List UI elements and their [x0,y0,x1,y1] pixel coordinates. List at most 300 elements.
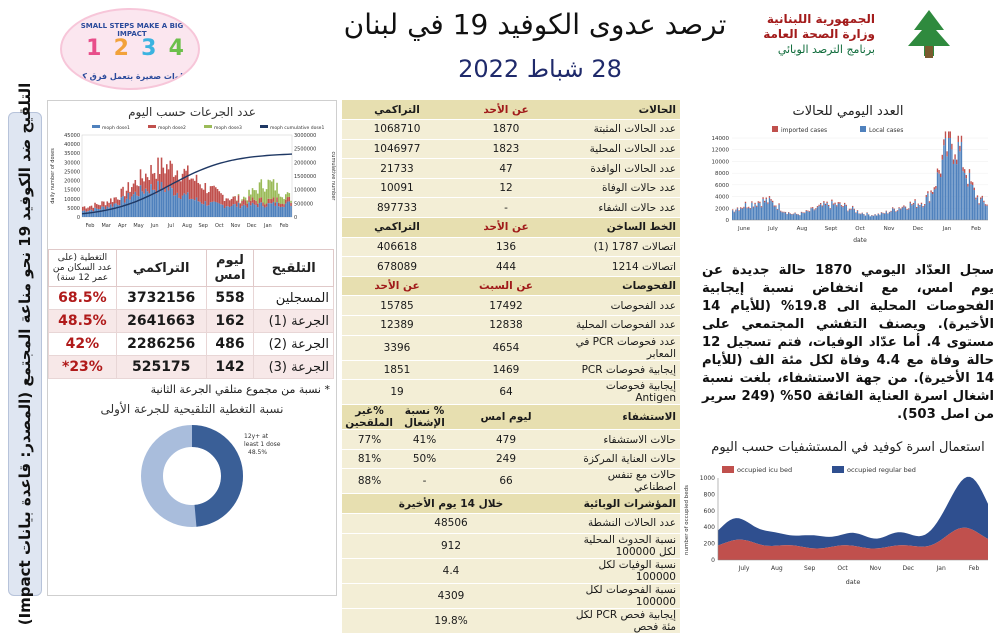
dose-bar [129,200,131,217]
dose-bar [140,169,142,185]
imported-bar [969,169,970,173]
dose-bar [173,196,175,217]
dose-bar [245,206,247,217]
imported-bar [884,213,885,214]
case-bar [796,214,797,220]
dose-bar [215,187,217,202]
section-header-label: المؤشرات الوبائية [560,494,680,514]
case-bar [742,209,743,220]
case-bar [830,209,831,220]
case-bar [930,193,931,220]
dose-bar [236,201,238,207]
dose-bar [271,182,273,200]
stat-value: 4.4 [342,558,560,583]
dose-bar [96,209,98,217]
case-bar [890,212,891,220]
imported-bar [847,211,848,212]
imported-bar [924,204,925,205]
header-coverage: التغطية (على عدد السكان من عمر 12 سنة) [49,250,117,287]
dose-bar [191,199,193,217]
imported-bar [849,209,850,210]
dose-bar [115,197,117,203]
stat-label: حالات الاستشفاء [560,430,680,450]
dose-bar [205,183,207,201]
dose-bar [93,208,95,211]
case-bar [751,203,752,220]
dose-bar [275,206,277,217]
case-bar [849,210,850,220]
dose-bar [269,180,271,199]
row-cumulative: 525175 [116,356,206,379]
case-bar [846,206,847,220]
case-bar [974,190,975,220]
dose-bar [255,190,257,201]
imported-bar [804,213,805,214]
dose-bar [168,169,170,190]
table-footnote: * نسبة من مجموع متلقي الجرعة الثانية [48,383,330,396]
dose-bar [219,191,221,203]
y-tick-label: 15000 [64,188,80,194]
legend-label: moph cumulative dose1 [270,125,324,131]
case-bar [834,204,835,220]
imported-bar [753,207,754,208]
y-tick-label: 200 [704,541,716,548]
header-yesterday: ليوم امس [206,250,254,287]
case-bar [858,214,859,220]
stat-label: نسبة الحدوث المحلية لكل 100000 [560,533,680,558]
dose-bar [163,188,165,217]
case-bar [918,205,919,220]
imported-bar [783,212,784,213]
imported-bar [818,205,819,206]
imported-bar [967,184,968,187]
x-tick-label: Aug [182,223,192,229]
y-tick-label: 0 [77,215,80,221]
stat-value: 15785 [342,296,452,316]
table-row [342,139,680,159]
case-bar [780,211,781,220]
dose-bar [266,207,268,217]
stat-value: 66 [452,469,560,494]
ministry-name [755,12,875,57]
y-tick-label: 4000 [715,195,729,201]
row-cumulative: 3732156 [116,287,206,310]
case-bar [806,211,807,220]
dose-bar [280,197,282,204]
dose-bar [86,208,88,211]
imported-bar [833,204,834,205]
case-bar [953,164,954,220]
dose-bar [273,179,275,197]
imported-bar [911,204,912,205]
case-bar [743,208,744,220]
dose-bar [133,194,135,217]
dose-bar [264,204,266,207]
case-bar [865,216,866,220]
legend-label: moph dose2 [158,125,186,131]
imported-bar [817,206,818,207]
campaign-number-4: 4 [169,36,184,61]
dose-bar [203,204,205,217]
case-bar [929,203,930,220]
case-bar [919,206,920,220]
x-tick-label: Mar [101,223,111,229]
section-header-row [342,494,680,514]
dose-bar [128,182,130,193]
dose-bar [275,190,277,202]
dose-bar [273,202,275,217]
y-tick-label: 8000 [715,171,729,177]
dose-bar [100,205,102,209]
imported-bar [882,213,883,214]
donut-label: least 1 dose [244,441,281,448]
imported-bar [983,201,984,202]
campaign-slogan: SMALL STEPS MAKE A BIG IMPACT [70,22,194,38]
dose-bar [147,191,149,217]
row-coverage: 23%* [49,356,117,379]
x-tick-label: Feb [969,565,980,572]
dose-bar [248,190,250,196]
dose-bar [247,208,249,217]
x-tick-label: July [767,226,779,232]
imported-bar [828,205,829,206]
imported-bar [900,209,901,210]
case-bar [786,215,787,220]
x-tick-label: Aug [771,565,783,572]
y-tick-label: 6000 [715,183,729,189]
imported-bar [854,209,855,210]
table-row [342,583,680,608]
case-bar [818,206,819,220]
case-bar [948,138,949,220]
dose-bar [227,198,229,206]
dose-bar [170,186,172,217]
dose-bar [234,196,236,204]
case-bar [769,198,770,220]
imported-bar [785,212,786,213]
imported-bar [894,209,895,210]
dose-bar [196,175,198,198]
stat-value: 912 [342,533,560,558]
imported-bar [866,212,867,213]
case-bar [826,203,827,220]
dose-bar [87,211,89,217]
stat-value: 17492 [452,296,560,316]
case-bar [817,207,818,220]
imported-bar [892,207,893,208]
case-bar [793,214,794,220]
imported-bar [812,207,813,208]
stat-value: 249 [452,449,560,469]
imported-bar [807,211,808,212]
dose-bar [129,192,131,200]
imported-bar [913,203,914,204]
case-bar [887,214,888,220]
case-bar [801,212,802,220]
dose-bar [126,199,128,217]
header-vaccination: التلقيح [254,250,334,287]
case-bar [841,206,842,220]
dose-bar [131,187,133,196]
donut-label: 12y+ at [244,433,269,440]
dose-bar [103,207,105,217]
x-tick-label: Oct [215,223,224,229]
imported-bar [767,202,768,203]
dose-bar [108,203,110,208]
case-bar [924,205,925,220]
y-tick-label: 2500000 [294,147,316,153]
table-row [342,178,680,198]
dose-bar [264,208,266,217]
stat-value: 1870 [452,120,560,140]
dose-bar [154,173,156,190]
dose-bar [245,198,247,201]
dose-bar [245,201,247,206]
dose-bar [229,200,231,207]
y-tick-label: 20000 [64,179,80,185]
dose-bar [217,203,219,217]
imported-bar [841,205,842,206]
legend-swatch [722,466,734,473]
dose-bar [222,205,224,217]
imported-bar [766,198,767,200]
dose-bar [175,175,177,195]
legend-label: moph dose1 [102,125,130,131]
section-header-col: ليوم امس [452,405,560,430]
campaign-number-3: 3 [141,36,156,61]
row-cumulative: 2641663 [116,310,206,333]
imported-bar [942,155,943,160]
case-bar [778,205,779,220]
dose-bar [219,203,221,217]
campaign-logo [60,8,200,90]
case-bar [927,193,928,220]
dose-bar [164,173,166,192]
row-label: المسجلين [254,287,334,310]
dose-bar [119,200,121,205]
y-tick-label: 1500000 [294,174,316,180]
dose-bar [210,202,212,217]
dose-bar [227,206,229,217]
imported-bar [780,211,781,212]
table-row [49,333,334,356]
table-row [342,120,680,140]
section-header-col: % نسبة الإشغال [397,405,452,430]
imported-bar [826,202,827,203]
case-bar [847,211,848,220]
section-header-col: التراكمي [342,100,452,120]
dose-bar [187,192,189,217]
legend-swatch [148,125,156,128]
dose-bar [177,193,179,217]
dose-bar [217,189,219,203]
dose-bar [86,212,88,217]
dose-bar [101,201,103,206]
stat-label: عدد الحالات الوافدة [560,159,680,179]
imported-bar [935,186,936,189]
x-tick-label: June [737,226,751,232]
campaign-number-1: 1 [86,36,101,61]
imported-bar [862,213,863,214]
case-bar [790,214,791,220]
imported-bar [956,160,957,164]
case-bar [866,213,867,220]
row-label: الجرعة (3) [254,356,334,379]
dose-bar [201,204,203,217]
dose-bar [189,180,191,200]
stat-label: إيجابية فحص PCR لكل مئة فحص [560,608,680,633]
imported-bar [814,209,815,210]
dose-bar [180,199,182,217]
dose-bar [241,206,243,217]
y-tick-label: 3000000 [294,133,316,139]
cedar-logo-icon [898,8,960,60]
dose-bar [145,189,147,217]
table-row [342,469,680,494]
case-bar [908,209,909,220]
case-bar [842,207,843,220]
stat-value: 136 [452,237,560,257]
imported-bar [948,131,949,138]
dose-bar [262,202,264,206]
case-bar [870,216,871,220]
case-bar [980,199,981,220]
case-bar [767,204,768,220]
case-bar [759,203,760,220]
dose-bar [143,181,145,193]
row-yesterday: 162 [206,310,254,333]
dose-bar [259,203,261,217]
x-tick-label: July [738,565,750,572]
stat-label: عدد حالات الشفاء [560,198,680,218]
x-tick-label: Aug [797,226,808,232]
dose-bar [220,204,222,217]
legend-label: imported cases [781,127,827,134]
imported-bar [756,206,757,207]
dose-bar [152,174,154,190]
imported-bar [770,199,771,201]
imported-bar [985,204,986,205]
imported-bar [932,192,933,194]
section-header-row [342,276,680,296]
imported-bar [745,202,746,203]
imported-bar [801,212,802,213]
imported-bar [950,131,951,138]
dose-bar [163,168,165,189]
case-bar [815,209,816,220]
dose-bar [238,203,240,217]
dose-bar [252,203,254,217]
x-tick-label: Feb [971,226,981,232]
dose-bar [184,193,186,217]
case-bar [934,190,935,220]
stat-value: 406618 [342,237,452,257]
case-bar [774,207,775,220]
imported-bar [986,205,987,206]
imported-bar [754,203,755,204]
dose-bar [247,204,249,208]
dose-bar [276,202,278,217]
stat-value: 77% [342,430,397,450]
dose-bar [278,194,280,203]
case-bar [881,213,882,220]
table-row [342,360,680,380]
imported-bar [738,210,739,211]
dose-bar [194,200,196,217]
case-bar [889,212,890,220]
case-bar [958,142,959,220]
table-row [342,316,680,336]
dose-bar [278,206,280,217]
case-bar [785,213,786,220]
summary-paragraph: سجل العدّاد اليومي 1870 حالة جديدة عن يوم امس، مع انخفاض نسبة إيجابية الفحوصات المحلية الى 19.8% (للأيام 14 الأخيرة). ويصنف التفشي المجتمعي على مستوى 4. أما عدّاد الوفيات، فتم تسجيل 12 حالة وفاة مع 4.4 وفاة لكل مئة الف (للأيام 14 الأخيرة). من جهة الاستشفاء، بلغت نسبة اشغال اسرة العناية الفائقة 50% (249 سرير من اصل 503). [702,262,994,424]
table-row [49,356,334,379]
x-tick-label: Apr [118,223,128,229]
y-tick-label: 14000 [712,136,730,142]
section-header-row [342,405,680,430]
legend-label: occupied icu bed [737,466,792,474]
dose-bar [271,203,273,217]
imported-bar [810,207,811,208]
case-bar [839,204,840,220]
row-label: الجرعة (2) [254,333,334,356]
imported-bar [914,199,915,201]
case-bar [926,197,927,220]
stat-label: إيجابية فحوصات PCR [560,360,680,380]
row-coverage: 68.5% [49,287,117,310]
imported-bar [966,175,967,178]
dose-bar [233,204,235,217]
dose-bar [84,206,86,210]
case-bar [802,213,803,220]
section-header-label: الحالات [560,100,680,120]
dose-bar [289,201,291,217]
row-yesterday: 558 [206,287,254,310]
dose-bar [250,205,252,217]
x-tick-label: Feb [280,223,289,229]
dose-bar [241,201,243,206]
dose-bar [276,197,278,202]
y-tick-label: 400 [704,524,716,531]
case-bar [764,202,765,220]
coverage-donut-chart [48,416,336,534]
case-bar [967,187,968,220]
case-bar [807,211,808,220]
case-bar [911,205,912,220]
dose-bar [275,203,277,206]
dose-bar [203,190,205,205]
imported-bar [908,208,909,209]
dose-bar [192,199,194,217]
case-bar [766,199,767,220]
stat-value: 50% [397,449,452,469]
stat-label: عدد حالات الوفاة [560,178,680,198]
dose-bar [133,184,135,195]
imported-bar [782,212,783,213]
case-bar [886,211,887,220]
case-bar [844,204,845,220]
imported-bar [823,201,824,202]
vaccination-panel [47,100,337,596]
dose-bar [157,158,159,182]
y-tick-label: 0 [294,215,297,221]
dose-bar [114,198,116,204]
imported-bar [881,212,882,213]
dose-bar [82,207,84,211]
section-header-col: عن الأحد [452,100,560,120]
case-bar [854,210,855,220]
legend-swatch [92,125,100,128]
